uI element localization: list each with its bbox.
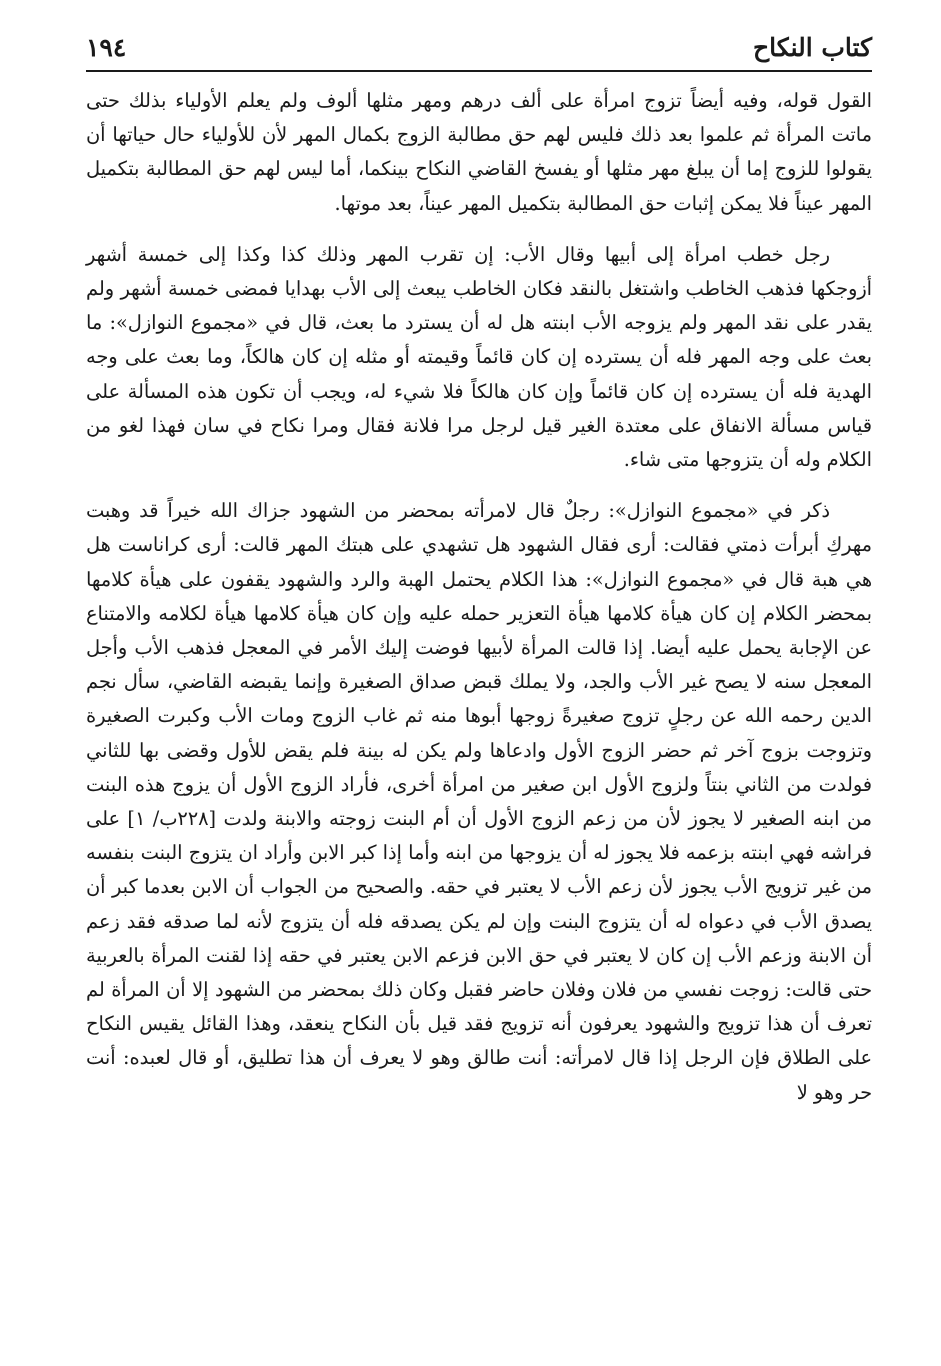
running-title: كتاب النكاح bbox=[753, 33, 872, 62]
body-text bbox=[86, 84, 872, 1110]
page-header bbox=[86, 26, 872, 72]
paragraph-3: ذكر في «مجموع النوازل»: رجلٌ قال لامرأته بمحضر من الشهود جزاك الله خيراً قد وهبت مهركِ أبرأت ذمتي فقالت: أرى فقال الشهود هل تشهدي على هبتك المهر قالت: أرى كراناست هل هي هبة قال في «مجموع النوازل»: هذا الكلام يحتمل الهبة والرد والشهود يقفون على هيأة كلامها بمحضر الكلام إن كان هيأة كلامها هيأة التعزير حمله عليه وإن كان هيأة كلامها هيأة لكلامه والامتناع عن الإجابة يحمل عليه أيضا. إذا قالت المرأة لأبيها فوضت إليك الأمر في المعجل فذهب الأب وأجل المعجل سنه لا يصح غير الأب والجد، ولا يملك قبض صداق الصغيرة وإنما يقبضه القاضي، سأل نجم الدين رحمه الله عن رجلٍ تزوج صغيرةً زوجها أبوها منه ثم غاب الزوج ومات الأب وكبرت الصغيرة وتزوجت بزوج آخر ثم حضر الزوج الأول وادعاها ولم يكن له بينة فلم يقض للأول وقضى بها للثاني فولدت من الثاني بنتاً ولزوج الأول ابن صغير من امرأة أخرى، فأراد الزوج الأول أن يزوج هذه البنت من ابنه الصغير لا يجوز لأن من زعم الزوج الأول أن أم البنت زوجته والابنة ولدت [٢٢٨ب/ ١] على فراشه فهي ابنته بزعمه فلا يجوز له أن يزوجها من ابنه وأما إذا كبر الابن وأراد ان يتزوج البنت بنفسه من غير تزويج الأب يجوز لأن زعم الأب لا يعتبر في حقه. والصحيح من الجواب أن الابن بعدما كبر أن يصدق الأب في دعواه له أن يتزوج البنت وإن لم يكن يصدقه فله أن يتزوج لأنه لما صدقه فقد زعم أن الابنة وزعم الأب إن كان لا يعتبر في حق الابن فزعم الابن يعتبر في حقه إذا لقنت المرأة بالعربية حتى قالت: زوجت نفسي من فلان وفلان حاضر فقبل وكان ذلك بمحضر من الشهود إلا أن المرأة لم تعرف أن هذا تزويج والشهود يعرفون أنه تزويج فقد قيل بأن النكاح ينعقد، وهذا القائل يقيس النكاح على الطلاق فإن الرجل إذا قال لامرأته: أنت طالق وهو لا يعرف أن هذا تطليق، أو قال لعبده: أنت حر وهو لا bbox=[86, 499, 872, 1104]
paragraph-1: القول قوله، وفيه أيضاً تزوج امرأة على ألف درهم ومهر مثلها ألوف ولم يعلم الأولياء بذلك حتى ماتت المرأة ثم علموا بعد ذلك فليس لهم حق مطالبة الزوج بكمال المهر لأن للأولياء حال حياتها أن يقولوا للزوج إما أن يبلغ مهر مثلها أو يفسخ القاضي النكاح بينكما، أما ليس لهم حق المطالبة بتكميل المهر عيناً فلا يمكن إثبات حق المطالبة بتكميل المهر عيناً، بعد موتها. bbox=[86, 89, 872, 215]
paragraph-2: رجل خطب امرأة إلى أبيها وقال الأب: إن تقرب المهر وذلك كذا وكذا إلى خمسة أشهر أزوجكها فذهب الخاطب واشتغل بالنقد فكان الخاطب يبعث إلى الأب بهدايا فمضى خمسة أشهر ولم يقدر على نقد المهر ولم يزوجه الأب ابنته هل له أن يسترد ما بعث، قال في «مجموع النوازل»: ما بعث على وجه المهر فله أن يسترده إن كان قائماً وقيمته أو مثله إن كان هالكاً، وما بعث على وجه الهدية فله أن يسترده إن كان قائماً وإن كان هالكاً فلا شيء له، ويجب أن تكون هذه المسألة على قياس مسألة الانفاق على معتدة الغير قيل لرجل مرا فلانة فقال ومرا نكاح في سان فهذا لغو من الكلام وله أن يتزوجها متى شاء. bbox=[86, 242, 872, 472]
page-number: ١٩٤ bbox=[86, 33, 127, 62]
